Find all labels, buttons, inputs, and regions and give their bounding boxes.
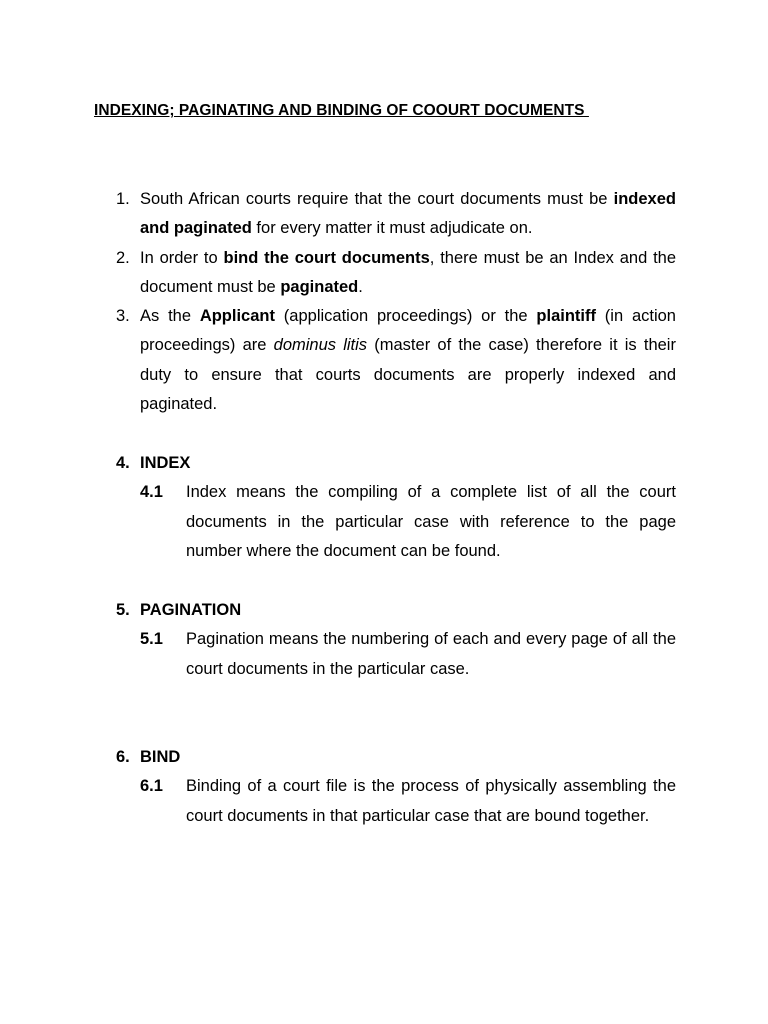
subsection-number: 4.1 [140, 483, 163, 502]
subsection-4-1 [116, 478, 676, 566]
subsection-number: 5.1 [140, 630, 163, 649]
subsection-text: Pagination means the numbering of each and every page of all the court documents in the particular case. [186, 630, 676, 678]
list-item-number: 2. [116, 249, 130, 267]
list-item-2 [116, 244, 676, 303]
subsection-5-1 [116, 625, 676, 684]
list-item-text: As the Applicant (application proceedings) or the plaintiff (in action proceedings) are dominus litis (master of the case) therefore it is their duty to ensure that courts documents are properly indexed and paginated. [140, 307, 676, 414]
subsection-number: 6.1 [140, 777, 163, 796]
section-heading: 4. INDEX [116, 454, 191, 472]
section-heading: 5. PAGINATION [116, 601, 242, 619]
list-item-number: 3. [116, 307, 130, 325]
subsection-text: Index means the compiling of a complete list of all the court documents in the particular case with reference to the page number where the document can be found. [186, 483, 676, 561]
list-item-text: In order to bind the court documents, there must be an Index and the document must be paginated. [140, 249, 677, 297]
subsection-text: Binding of a court file is the process of physically assembling the court documents in that particular case that are bound together. [186, 777, 676, 825]
section-bind [116, 743, 676, 831]
document-title: INDEXING; PAGINATING AND BINDING OF COOURT DOCUMENTS [94, 102, 589, 119]
subsection-6-1 [116, 772, 676, 831]
list-item-3 [116, 302, 676, 420]
section-pagination [116, 596, 676, 684]
list-item-text: South African courts require that the court documents must be indexed and paginated for every matter it must adjudicate on. [140, 190, 676, 238]
section-index [116, 449, 676, 567]
list-item-1 [116, 185, 676, 244]
list-item-number: 1. [116, 190, 130, 208]
section-heading: 6. BIND [116, 748, 181, 766]
